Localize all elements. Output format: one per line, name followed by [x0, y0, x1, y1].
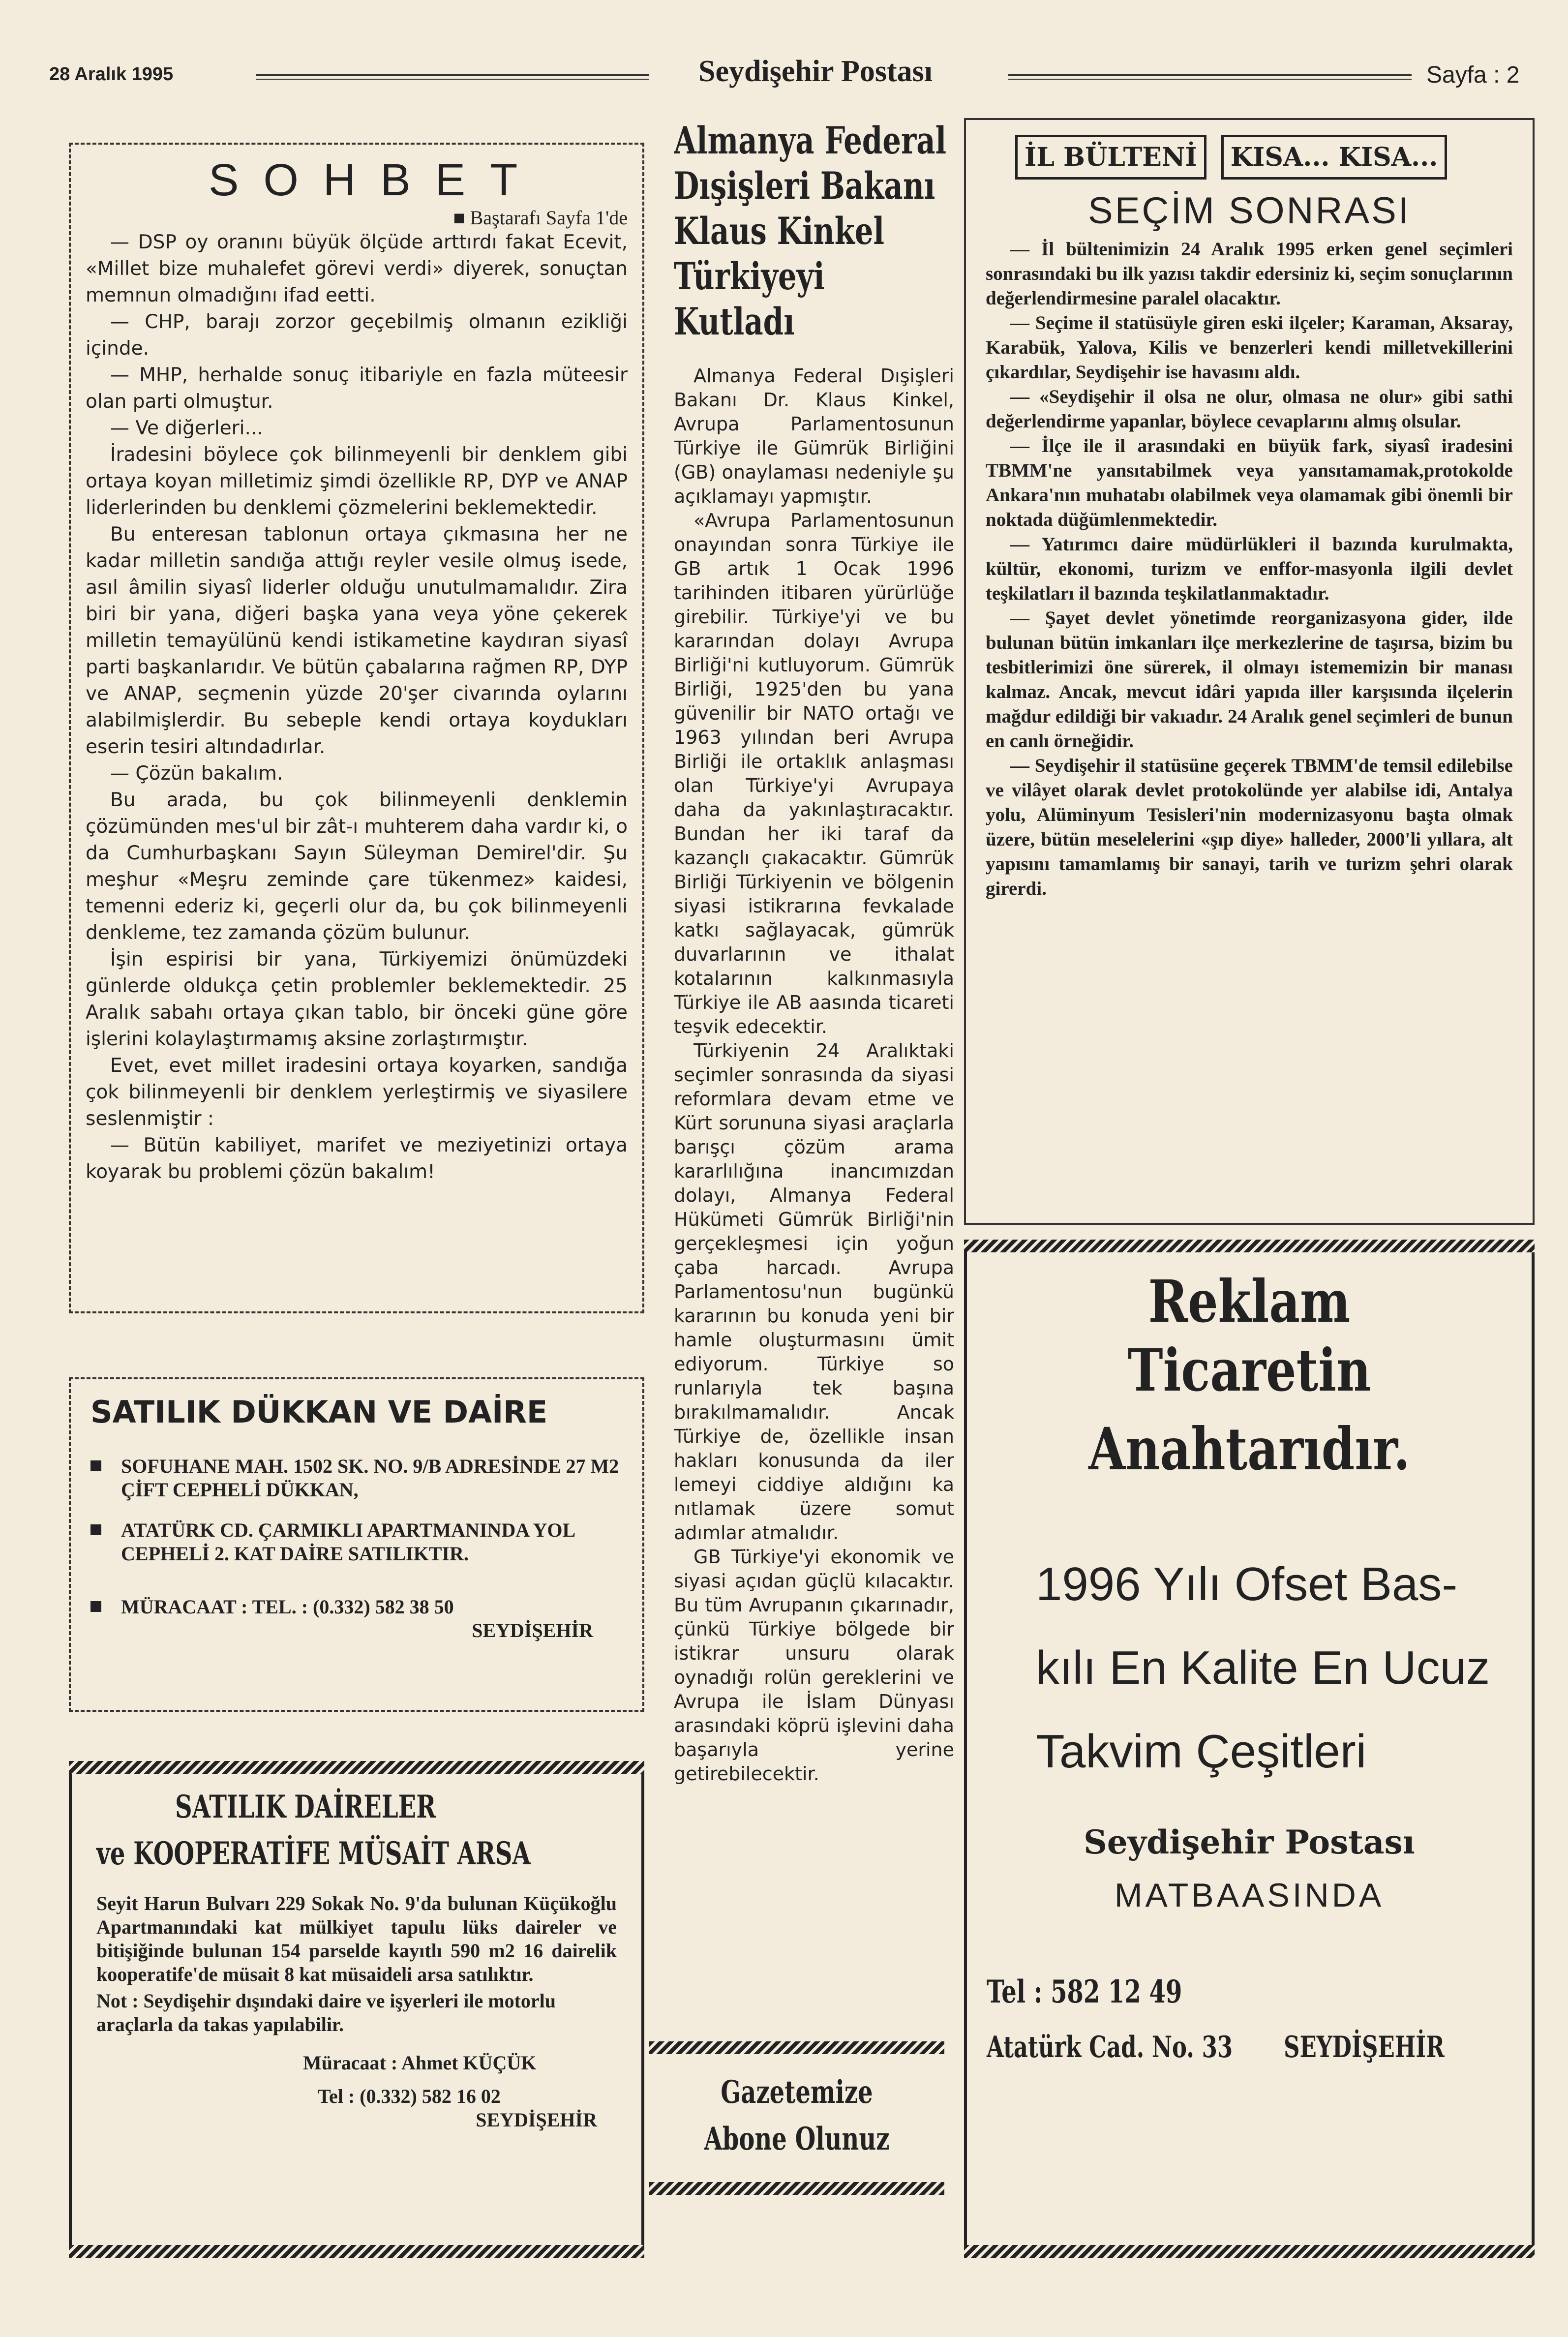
matbaa-border-top [964, 1240, 1535, 1252]
bulletin-paragraph: — Şayet devlet yönetimde reorganizasyona gider, ilde bulunan bütün imkanları ilçe merkezlerine de taşırsa, bizim bu tesbitlerimizi öne sürerek, il olmayı istememizin bir manası kalmaz. Ancak, mevcut idâri yapıda iller karşısında ilçelerin mağdur edildiği bir vakıadır. 24 Aralık genel seçimleri de bunun en canlı örneğidir. [986, 607, 1513, 752]
square-bullet-icon [90, 1460, 101, 1471]
sohbet-paragraph: İradesini böylece çok bilinmeyenli bir denklem gibi ortaya koyan milletimiz şimdi özellikle RP, DYP ve ANAP liderlerinden bu denklemi çözmelerini beklemektedir. [86, 444, 628, 519]
ad-flats-tel: Tel : (0.332) 582 16 02 [318, 2085, 501, 2107]
sohbet-column [69, 143, 644, 1313]
sohbet-paragraph: — Çözün bakalım. [110, 762, 283, 785]
bulletin-paragraph: — Seçime il statüsüyle giren eski ilçeler; Karaman, Aksaray, Karabük, Yalova, Kilis ve benzerleri kendi milletvekillerini çıkardılar, Seydişehir ise havasını aldı. [986, 312, 1513, 383]
subscribe-box [649, 2041, 944, 2233]
square-bullet-icon [90, 1601, 101, 1612]
ad-shop-place: SEYDİŞEHİR [472, 1619, 593, 1641]
matbaa-headline-1: Reklam Ticaretin [1127, 1267, 1371, 1404]
issue-date: 28 Aralık 1995 [49, 64, 174, 85]
ad-border-top [69, 1761, 644, 1774]
sohbet-paragraph: — Bütün kabiliyet, marifet ve meziyetinizi ortaya koyarak bu problemi çözün bakalım! [86, 1134, 628, 1183]
sohbet-title: SOHBET [209, 155, 543, 205]
tab-kisa-kisa: KISA... KISA... [1221, 135, 1447, 180]
sohbet-paragraph: — CHP, barajı zorzor geçebilmiş olmanın ezikliği içinde. [86, 311, 628, 360]
ad-flats-and-land [69, 1761, 644, 2228]
ad-printing-house [964, 1240, 1535, 2228]
sohbet-paragraph: Bu arada, bu çok bilinmeyenli denklemin çözümünden mes'ul bir zât-ı muhterem daha vardır ki, o da Cumhurbaşkanı Sayın Süleyman Demirel'dir. Şu meşhur «Meşru zeminde çare tükenmez» kaidesi, temenni ederiz ki, geçerli olur da, bu çok bilinmeyenli denkleme, tez zamanda çözüm bulunur. [86, 789, 628, 944]
ad-flats-place: SEYDİŞEHİR [476, 2109, 597, 2131]
sohbet-paragraph: Bu enteresan tablonun ortaya çıkmasına her ne kadar milletin sandığa attığı reyler vesile olmuş isede, asıl âmilin siyasî liderler olduğu unutulmamalıdır. Zira biri bir yana, diğeri başka yana veya yöne çekerek milletin temayülünü kendi istikametine kaydıran siyasî parti başkanlarıdır. Ve bütün çabalarına rağmen RP, DYP ve ANAP, seçmenin yüzde 20'şer civarında oylarını alabilmişlerdir. Bu sebeple kendi ortaya koydukları eserin tesiri altındadırlar. [86, 523, 628, 758]
sohbet-paragraph: — DSP oy oranını büyük ölçüde arttırdı fakat Ecevit, «Millet bize muhalefet görevi verdi» diyerek, sonuçtan memnun olmadığını ifad eetti. [86, 231, 628, 306]
sohbet-paragraph: İşin espirisi bir yana, Türkiyemizi önümüzdeki günlerde oldukça çetin problemler beklemektedir. 25 Aralık sabahı ortaya çıkan tablo, bir önceki güne göre işlerini kolaylaştırmamış aksine zorlaştırmıştır. [86, 948, 628, 1050]
tab-il-bulteni: İL BÜLTENİ [1015, 135, 1206, 180]
article-paragraph: GB Türkiye'yi ekonomik ve siyasi açıdan güçlü kılacaktır. Bu tüm Avrupanın çıkarınadır, çünkü Türkiye bölgede bir istikrar unsuru olarak oynadığı rolün gereklerini ve Avrupa ile İslam Dünyası arasındaki köprü işlevini daha başarıyla yerine getirebilecektir. [674, 1546, 954, 1785]
matbaa-address: Atatürk Cad. No. 33 [987, 2030, 1233, 2064]
square-bullet-icon [90, 1524, 101, 1535]
continued-from-note: ■ Baştarafı Sayfa 1'de [453, 207, 628, 229]
sohbet-paragraph: — MHP, herhalde sonuç itibariyle en fazla müteesir olan parti olmuştur. [86, 364, 628, 413]
ad-shop-contact: MÜRACAAT : TEL. : (0.332) 582 38 50 [90, 1595, 623, 1619]
sohbet-paragraph: — Ve diğerleri... [110, 417, 263, 439]
masthead-rule-right [1008, 74, 1412, 80]
matbaa-place: SEYDİŞEHİR [1284, 2030, 1445, 2064]
subscribe-border-top [649, 2041, 944, 2054]
article-body [674, 364, 954, 1786]
article-paragraph: «Avrupa Parlamentosunun onayından sonra Türkiye ile GB artık 1 Ocak 1996 tarihinden itibaren yürürlüğe girebilir. Türkiye'yi ve bu kararından dolayı Avrupa Birliği'ni kutluyorum. Gümrük Birliği, 1925'den bu yana güvenilir bir NATO ortağı ve 1963 yılından beri Avrupa Birliği ile ortaklık anlaşması olan Türkiye'yi Avrupaya daha da yakınlaştıracaktır. Bundan her iki taraf da kazançlı çıakacaktır. Gümrük Birliği Türkiyenin ve bölgenin siyasi istikrarına fevkalade katkı sağlayacak, gümrük duvarlarının ve ithalat kotalarının kalkınmasıyla Türkiye ile AB aasında ticareti teşvik edecektir. [674, 510, 954, 1037]
ad-flats-note: Not : Seydişehir dışındaki daire ve işyerleri ile motorlu araçlarla da takas yapılabilir. [96, 1990, 556, 2035]
ad-shop-and-flat [69, 1377, 644, 1712]
ad-shop-item: SOFUHANE MAH. 1502 SK. NO. 9/B ADRESİNDE 27 M2 ÇİFT CEPHELİ DÜKKAN, [90, 1455, 623, 1502]
bulletin-paragraph: — İlçe ile il arasındaki en büyük fark, siyasî iradesini TBMM'ne yansıtabilmek veya yansıtamamak,protokolde Ankara'nın muhatabı olabilmek veya olamamak gibi önemli bir noktada düğümlenmektedir. [986, 435, 1513, 530]
article-paragraph: Türkiyenin 24 Aralıktaki seçimler sonrasında da siyasi reformlara devam etme ve Kürt sorununa siyasi araçlarla barışçı çözüm arama kararlılığına inancımızdan dolayı, Almanya Federal Hükümeti Gümrük Birliği'nin gerçekleşmesi için yoğun çaba harcadı. Avrupa Parlamentosu'nun bugünkü kararının bu konuda yeni bir hamle oluşturmasını ümit ediyorum. Türkiye so runlarıyla tek başına bırakılmamalıdır. Ancak Türkiye de, özellikle insan hakları konusunda da iler lemeyi ciddiye aldığını ka nıtlamak üzere somut adımlar atmalıdır. [674, 1040, 954, 1544]
bulletin-title: SEÇİM SONRASI [1088, 190, 1411, 232]
il-bulteni-section [964, 118, 1535, 1225]
subscribe-border-bottom [649, 2182, 944, 2195]
bulletin-paragraph: — «Seydişehir il olsa ne olur, olmasa ne olur» gibi sathi değerlendirme yapanlar, böylece cevaplarını almış olsular. [986, 386, 1513, 432]
matbaa-body: 1996 Yılı Ofset Bas- kılı En Kalite En Ucuz Takvim Çeşitleri [1036, 1558, 1490, 1778]
ad-flats-title-1: SATILIK DAİRELER [175, 1789, 436, 1825]
bulletin-paragraph: — İl bültenimizin 24 Aralık 1995 erken genel seçimleri sonrasındaki bu ilk yazısı takdir edersiniz ki, seçim sonuçlarının değerlendirmesine paralel olacaktır. [986, 239, 1513, 309]
matbaa-tel: Tel : 582 12 49 [987, 1973, 1182, 2010]
ad-border-bottom [69, 2245, 644, 2258]
article-paragraph: Almanya Federal Dışişleri Bakanı Dr. Klaus Kinkel, Avrupa Parlamentosunun Türkiye ile Gümrük Birliğini (GB) onaylaması nedeniyle şu açıklamayı yapmıştır. [674, 365, 954, 507]
masthead-rule-left [256, 74, 649, 80]
ad-shop-title: SATILIK DÜKKAN VE DAİRE [90, 1394, 548, 1430]
ad-flats-body: Seyit Harun Bulvarı 229 Sokak No. 9'da bulunan Küçükoğlu Apartmanındaki kat mülkiyet tapulu lüks daireler ve bitişiğinde bulunan 154 parselde kayıtlı 590 m2 16 dairelik kooperatife'de müsait 8 kat müsaideli arsa satılıktır. [96, 1892, 617, 1985]
matbaa-brand: Seydişehir Postası [1084, 1823, 1415, 1861]
ad-shop-item: ATATÜRK CD. ÇARMIKLI APARTMANINDA YOL CEPHELİ 2. KAT DAİRE SATILIKTIR. [90, 1518, 623, 1566]
ad-flats-contact: Müracaat : Ahmet KÜÇÜK [303, 2052, 537, 2074]
subscribe-line-1: Gazetemize [721, 2074, 873, 2111]
newspaper-title: Seydişehir Postası [698, 55, 933, 88]
sohbet-paragraph: Evet, evet millet iradesini ortaya koyarken, sandığa çok bilinmeyenli bir denklem yerleştirmiş ve siyasilere seslenmiştir : [86, 1055, 628, 1130]
matbaa-brand-sub: MATBAASINDA [1114, 1877, 1385, 1914]
ad-flats-title-2: ve KOOPERATİFE MÜSAİT ARSA [96, 1835, 531, 1872]
matbaa-address-row [987, 2030, 1498, 2064]
bulletin-paragraph: — Yatırımcı daire müdürlükleri il bazında kurulmakta, kültür, ekonomi, turizm ve enffor-masyonla ilgili devlet teşkilatları il bazında teşkilatlanmaktadır. [986, 534, 1513, 604]
article-headline: Almanya Federal Dışişleri Bakanı Klaus Kinkel Türkiyeyi Kutladı [674, 119, 947, 343]
bulletin-body [966, 232, 1533, 901]
sohbet-body [86, 229, 628, 1185]
page-number: Sayfa : 2 [1426, 62, 1520, 88]
matbaa-border-bottom [964, 2245, 1535, 2258]
article-kinkel [674, 118, 954, 2027]
matbaa-headline-2: Anahtarıdır. [1088, 1415, 1410, 1483]
bulletin-paragraph: — Seydişehir il statüsüne geçerek TBMM'de temsil edilebilse ve vilâyet olarak devlet protokolünde yer alabilse idi, Antalya yolu, Alüminyum Tesisleri'nin modernizasyonu başta olmak üzere, bütün meselelerini «şıp diye» halleder, 2000'li yıllara, alt yapısını tamamlamış bir sanayi, tarih ve turizm şehri olarak girerdi. [986, 755, 1513, 899]
subscribe-line-2: Abone Olunuz [704, 2121, 890, 2157]
